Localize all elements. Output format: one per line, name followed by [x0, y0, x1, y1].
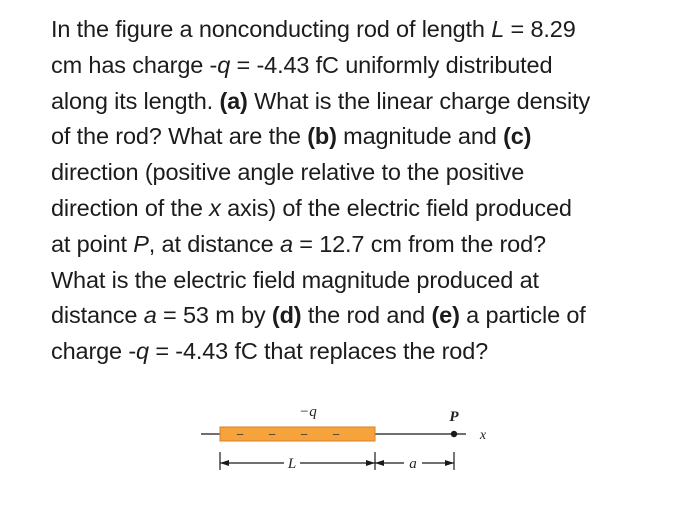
question-line — [51, 334, 651, 370]
variable-L: L — [491, 16, 505, 42]
variable-a: a — [279, 230, 293, 257]
rod-diagram — [196, 396, 516, 496]
variable-a: a — [143, 302, 157, 329]
variable-q: q — [136, 338, 149, 365]
text-run: = -4.43 fC uniformly distributed — [230, 51, 553, 78]
variable-q: q — [217, 51, 231, 78]
variable-P: P — [133, 230, 149, 257]
arrowhead — [366, 460, 375, 466]
text-run: the rod and — [301, 302, 432, 329]
text-run: axis) of the electric field produced — [220, 194, 572, 221]
question-line — [51, 155, 651, 191]
text-run: direction (positive angle relative to the positive — [51, 159, 525, 186]
text-run: In the figure a nonconducting rod of length — [51, 16, 492, 42]
question-line — [51, 263, 651, 299]
text-run: What is the linear charge density — [247, 87, 591, 114]
part-b-label: (b) — [307, 123, 337, 150]
length-label: L — [287, 456, 297, 472]
question-line — [51, 48, 651, 84]
text-run: = 12.7 cm from the rod? — [292, 230, 546, 257]
text-run: charge - — [51, 338, 137, 365]
text-run: = 53 m by — [156, 302, 272, 329]
text-run: of the rod? What are the — [51, 123, 308, 150]
arrowhead — [375, 460, 384, 466]
rod-minus-sign: − — [267, 428, 277, 443]
text-run: at point — [51, 230, 134, 257]
question-line — [51, 84, 651, 120]
rod-minus-sign: − — [331, 428, 341, 443]
rod-diagram-svg — [196, 396, 516, 496]
text-run: a particle of — [459, 302, 586, 329]
rod-minus-sign: − — [235, 428, 245, 443]
text-run: = 8.29 — [504, 16, 576, 42]
text-run: direction of the — [51, 194, 210, 221]
text-run: magnitude and — [336, 123, 504, 150]
arrowhead — [445, 460, 454, 466]
x-axis-label: x — [479, 428, 487, 443]
text-run: distance — [51, 302, 144, 329]
part-d-label: (d) — [271, 302, 302, 329]
question-line — [51, 12, 651, 48]
question-line — [51, 298, 651, 334]
question-line — [51, 227, 651, 263]
variable-x: x — [209, 194, 221, 221]
point-p-marker — [451, 431, 457, 437]
question-text — [51, 12, 651, 370]
part-a-label: (a) — [219, 87, 248, 114]
question-line — [51, 119, 651, 155]
text-run: cm has charge - — [51, 51, 218, 78]
rod-minus-sign: − — [299, 428, 309, 443]
point-p-label: P — [449, 409, 459, 425]
part-e-label: (e) — [431, 302, 460, 329]
question-line — [51, 191, 651, 227]
text-run: = -4.43 fC that replaces the rod? — [148, 338, 489, 365]
arrowhead — [220, 460, 229, 466]
charge-label: −q — [299, 404, 317, 420]
part-c-label: (c) — [503, 123, 532, 150]
text-run: What is the electric field magnitude produced at — [51, 266, 539, 293]
text-run: , at distance — [148, 230, 280, 257]
distance-label: a — [409, 456, 417, 472]
text-run: along its length. — [51, 87, 220, 114]
